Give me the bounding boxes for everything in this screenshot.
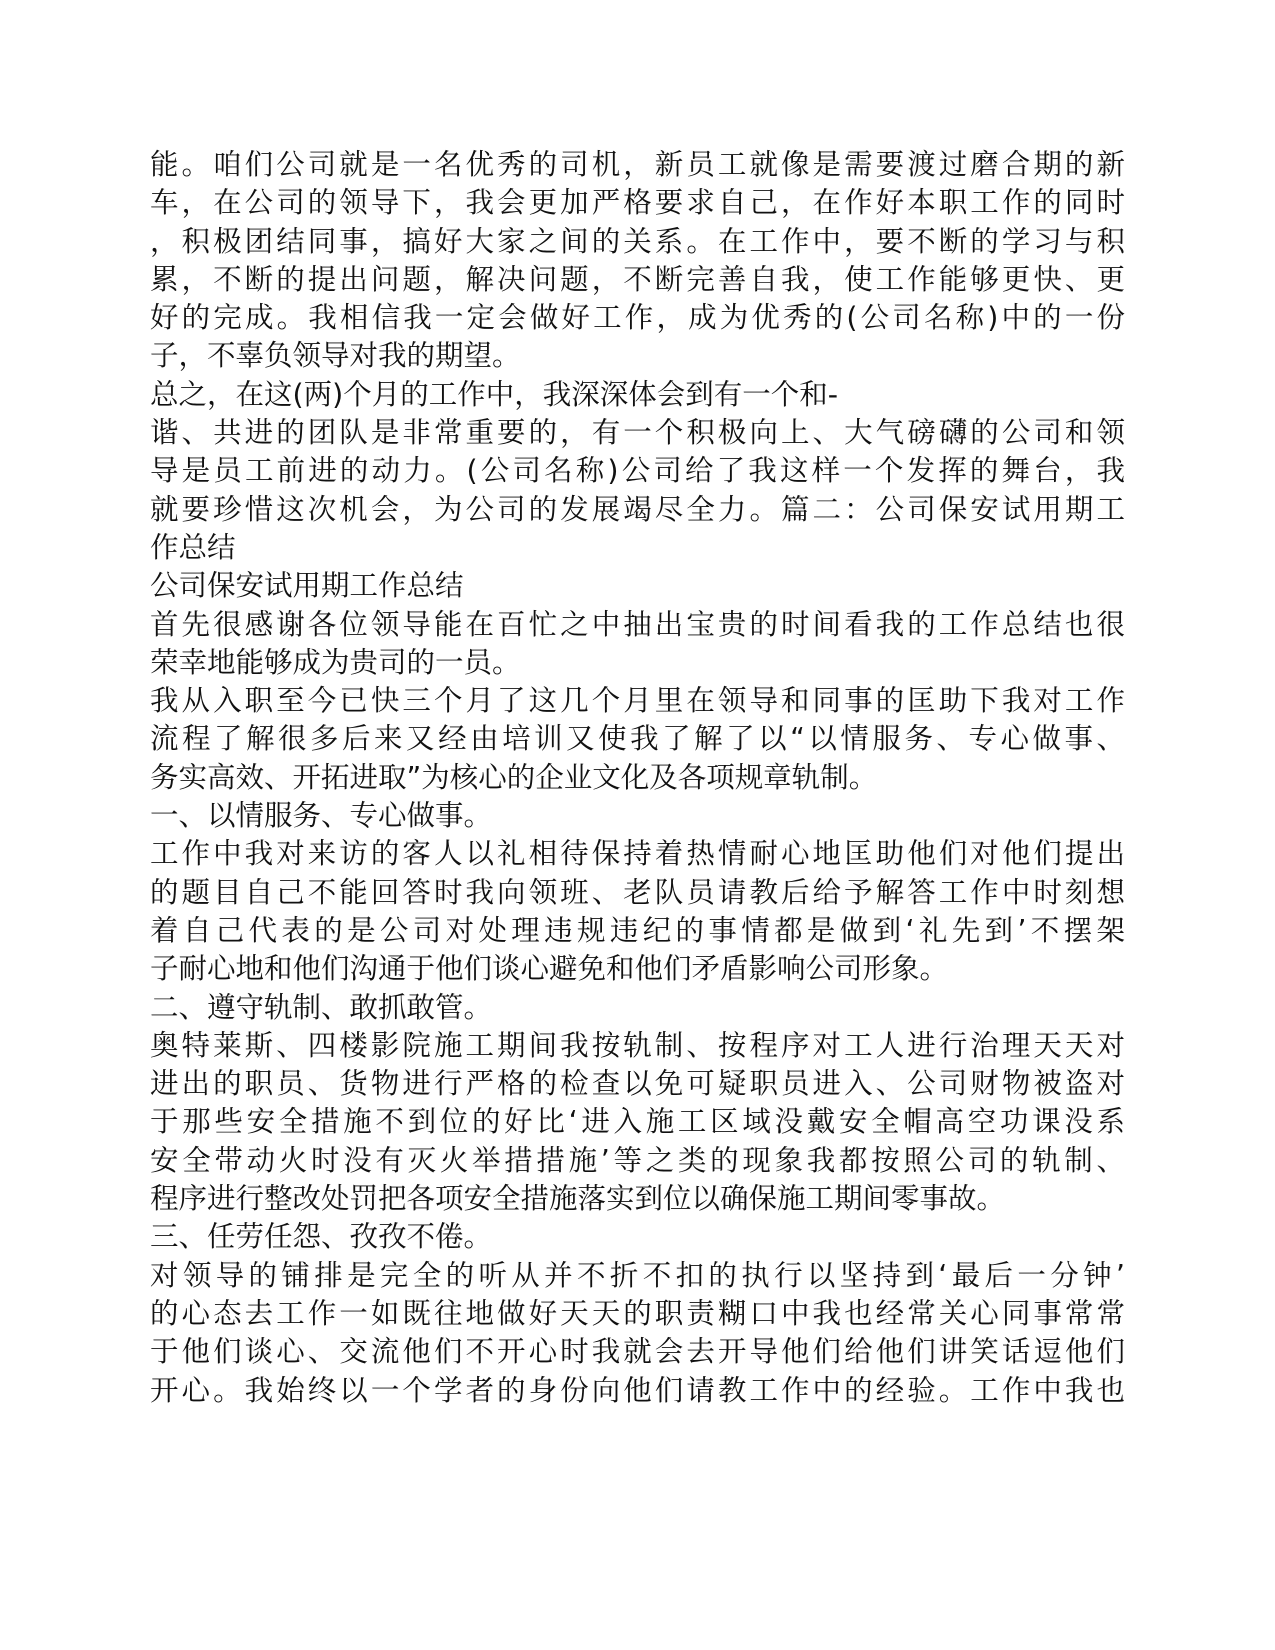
text-line-17: 务实高效、开拓进取”为核心的企业文化及各项规章轨制。 — [150, 760, 878, 794]
text-line-33: 开心。我始终以一个学者的身份向他们请教工作中的经验。工作中我也 — [150, 1373, 1125, 1407]
text-line-6: 子，不辜负领导对我的期望。 — [150, 339, 521, 373]
subheading-1: 一、以情服务、专心做事。 — [150, 799, 493, 833]
text-line-3: ，积极团结同事，搞好大家之间的关系。在工作中，要不断的学习与积 — [150, 224, 1125, 258]
text-line-15: 我从入职至今已快三个月了这几个月里在领导和同事的匡助下我对工作 — [150, 684, 1125, 718]
text-line-30: 对领导的铺排是完全的听从并不折不扣的执行以坚持到‘最后一分钟’ — [150, 1258, 1125, 1292]
text-line-2: 车，在公司的领导下，我会更加严格要求自己，在作好本职工作的同时 — [150, 186, 1125, 220]
text-line-31: 的心态去工作一如既往地做好天天的职责糊口中我也经常关心同事常常 — [150, 1296, 1125, 1330]
text-line-5: 好的完成。我相信我一定会做好工作，成为优秀的(公司名称)中的一份 — [150, 301, 1125, 335]
text-line-28: 程序进行整改处罚把各项安全措施落实到位以确保施工期间零事故。 — [150, 1182, 1006, 1216]
text-line-4: 累，不断的提出问题，解决问题，不断完善自我，使工作能够更快、更 — [150, 262, 1125, 296]
text-line-7: 总之，在这(两)个月的工作中，我深深体会到有一个和- — [150, 377, 839, 411]
text-line-13: 首先很感谢各位领导能在百忙之中抽出宝贵的时间看我的工作总结也很 — [150, 607, 1125, 641]
text-line-22: 子耐心地和他们沟通于他们谈心避免和他们矛盾影响公司形象。 — [150, 952, 949, 986]
text-line-9: 导是员工前进的动力。(公司名称)公司给了我这样一个发挥的舞台，我 — [150, 454, 1125, 488]
subheading-3: 三、任劳任怨、孜孜不倦。 — [150, 1220, 493, 1254]
text-line-19: 工作中我对来访的客人以礼相待保持着热情耐心地匡助他们对他们提出 — [150, 837, 1125, 871]
section-title: 公司保安试用期工作总结 — [150, 569, 464, 603]
text-line-24: 奥特莱斯、四楼影院施工期间我按轨制、按程序对工人进行治理天天对 — [150, 1028, 1125, 1062]
text-line-11: 作总结 — [150, 530, 236, 564]
text-line-14: 荣幸地能够成为贵司的一员。 — [150, 645, 521, 679]
subheading-2: 二、遵守轨制、敢抓敢管。 — [150, 990, 493, 1024]
text-line-32: 于他们谈心、交流他们不开心时我就会去开导他们给他们讲笑话逗他们 — [150, 1335, 1125, 1369]
text-line-21: 着自己代表的是公司对处理违规违纪的事情都是做到‘礼先到’不摆架 — [150, 913, 1125, 947]
body-text — [150, 146, 1125, 1410]
text-line-27: 安全带动火时没有灭火举措措施’等之类的现象我都按照公司的轨制、 — [150, 1143, 1125, 1177]
text-line-20: 的题目自己不能回答时我向领班、老队员请教后给予解答工作中时刻想 — [150, 875, 1125, 909]
text-line-1: 能。咱们公司就是一名优秀的司机，新员工就像是需要渡过磨合期的新 — [150, 148, 1125, 181]
text-line-8: 谐、共进的团队是非常重要的，有一个积极向上、大气磅礴的公司和领 — [150, 416, 1125, 450]
text-line-16: 流程了解很多后来又经由培训又使我了解了以“以情服务、专心做事、 — [150, 722, 1125, 756]
text-line-25: 进出的职员、货物进行严格的检查以免可疑职员进入、公司财物被盗对 — [150, 1067, 1125, 1101]
text-line-10: 就要珍惜这次机会，为公司的发展竭尽全力。篇二：公司保安试用期工 — [150, 492, 1125, 526]
text-line-26: 于那些安全措施不到位的好比‘进入施工区域没戴安全帽高空功课没系 — [150, 1105, 1125, 1139]
